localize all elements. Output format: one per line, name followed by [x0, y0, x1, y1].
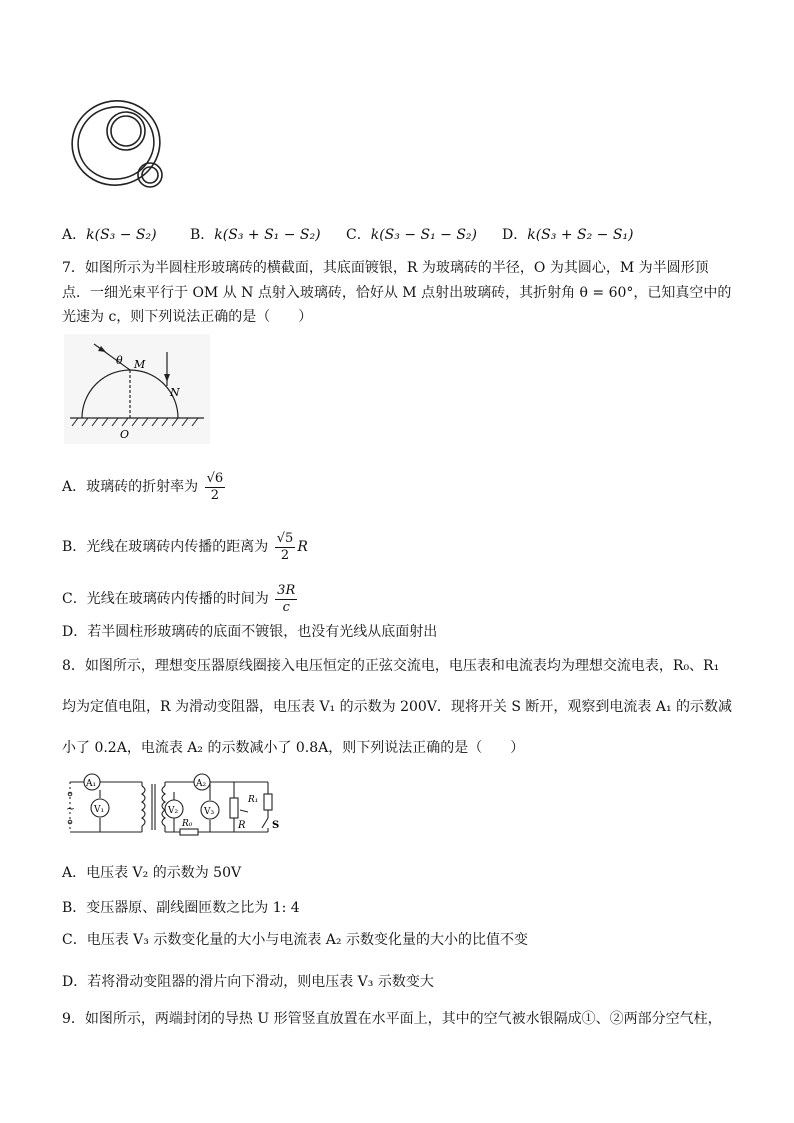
- q6-option-c-expr: k(S₃ − S₁ − S₂): [370, 227, 477, 243]
- resistor-r1-label: R₁: [248, 795, 259, 805]
- ac-source-symbol: ~: [66, 802, 76, 815]
- q8-stem-line1: 8．如图所示，理想变压器原线圈接入电压恒定的正弦交流电，电压表和电流表均为理想交流电表，R₀、R₁: [62, 658, 720, 674]
- meter-v1-label: V₁: [94, 805, 105, 815]
- meter-v2-label: V₂: [168, 806, 179, 816]
- q7-stem-line3: 光速为 c，则下列说法正确的是（ ）: [62, 309, 313, 325]
- switch-s-label: S: [272, 820, 280, 831]
- q6-option-b-expr: k(S₃ + S₁ − S₂): [214, 227, 321, 243]
- q8-option-b: B．变压器原、副线圈匝数之比为 1: 4: [62, 900, 300, 916]
- fig-theta-label: θ: [116, 354, 123, 367]
- meter-v3-label: V₃: [204, 807, 215, 817]
- q6-option-c: C．k(S₃ − S₁ − S₂): [346, 227, 477, 243]
- q8-option-a: A．电压表 V₂ 的示数为 50V: [62, 865, 242, 881]
- fig-n-label: N: [170, 386, 180, 399]
- q7-option-b-fraction: $\frac{√5}{2}$: [276, 530, 294, 563]
- q8-option-d: D．若将滑动变阻器的滑片向下滑动，则电压表 V₃ 示数变大: [62, 974, 434, 990]
- q7-option-d: D．若半圆柱形玻璃砖的底面不镀银，也没有光线从底面射出: [62, 624, 438, 640]
- meter-a1-label: A₁: [86, 779, 97, 789]
- q7-option-c: C．光线在玻璃砖内传播的时间为 $\frac{3R}{c}$: [62, 582, 296, 615]
- rheostat-r-label: R: [238, 820, 246, 831]
- q7-option-c-fraction: $\frac{3R}{c}$: [277, 582, 296, 615]
- nested-circles-figure: [66, 95, 176, 200]
- transformer-circuit-figure: [62, 772, 282, 842]
- meter-a2-label: A₂: [196, 779, 207, 789]
- q7-option-a-fraction: $\frac{√6}{2}$: [206, 470, 224, 503]
- q6-option-d: D．k(S₃ + S₂ − S₁): [502, 227, 634, 243]
- q7-option-b: B．光线在玻璃砖内传播的距离为 $\frac{√5}{2}$ R: [62, 530, 308, 563]
- fig-m-label: M: [134, 358, 146, 371]
- q6-option-a: A．k(S₃ − S₂): [62, 227, 157, 243]
- q8-stem-line2: 均为定值电阻，R 为滑动变阻器，电压表 V₁ 的示数为 200V．现将开关 S 断开，观察到电流表 A₁ 的示数减: [62, 699, 733, 715]
- q8-stem-line3: 小了 0.2A，电流表 A₂ 的示数减小了 0.8A，则下列说法正确的是（ ）: [62, 740, 525, 756]
- fig-o-label: O: [120, 428, 130, 441]
- semicircle-glass-figure: [64, 334, 210, 444]
- q7-option-a: A．玻璃砖的折射率为 $\frac{√6}{2}$: [62, 470, 224, 503]
- q9-stem-line1: 9．如图所示，两端封闭的导热 U 形管竖直放置在水平面上，其中的空气被水银隔成①、②两部分空气柱，: [62, 1011, 722, 1027]
- q7-stem-line1: 7．如图所示为半圆柱形玻璃砖的横截面，其底面镀银，R 为玻璃砖的半径，O 为其圆心，M 为半圆形顶: [62, 260, 709, 276]
- resistor-r0-label: R₀: [182, 819, 193, 829]
- q7-stem-line2: 点．一细光束平行于 OM 从 N 点射入玻璃砖，恰好从 M 点射出玻璃砖，其折射角 θ = 60°，已知真空中的: [62, 285, 732, 301]
- q6-option-a-expr: k(S₃ − S₂): [86, 227, 157, 243]
- q8-option-c: C．电压表 V₃ 示数变化量的大小与电流表 A₂ 示数变化量的大小的比值不变: [62, 932, 528, 948]
- q6-option-d-expr: k(S₃ + S₂ − S₁): [527, 227, 634, 243]
- q6-option-b: B．k(S₃ + S₁ − S₂): [190, 227, 321, 243]
